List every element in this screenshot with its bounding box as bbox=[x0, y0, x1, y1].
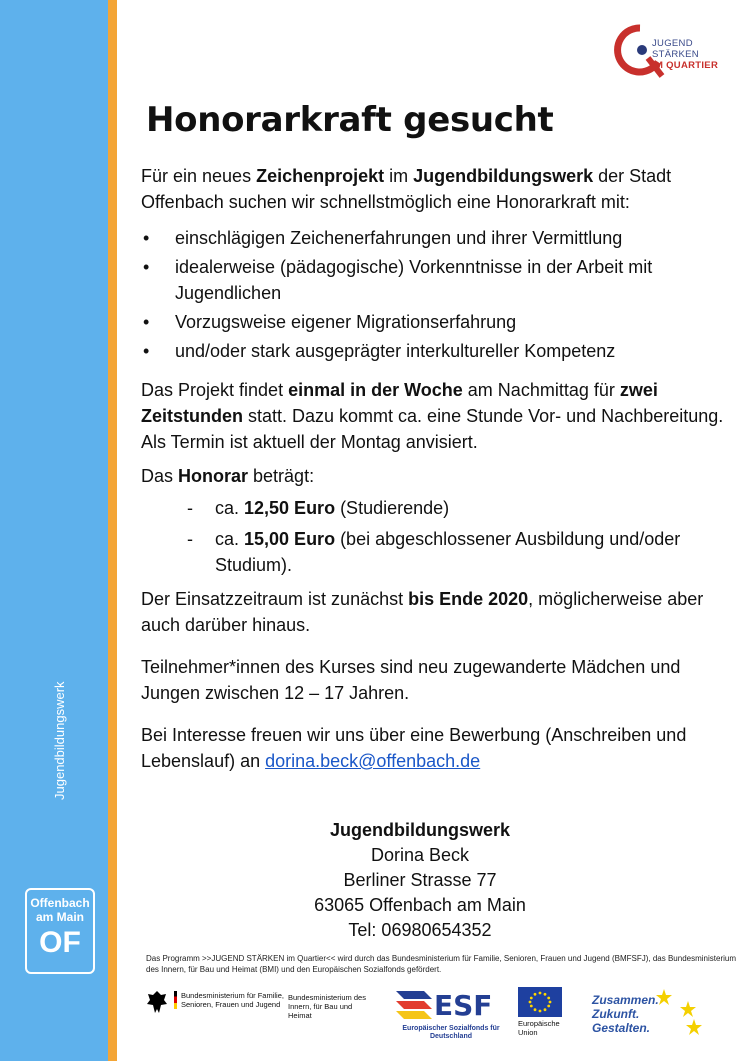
requirements-list bbox=[141, 225, 741, 364]
participants-paragraph: Teilnehmer*innen des Kurses sind neu zugewanderte Mädchen und Jungen zwischen 12 – 17 Jahren. bbox=[141, 657, 681, 703]
requirement-text: idealerweise (pädagogische) Vorkenntnisse in der Arbeit mit Jugendlichen bbox=[175, 257, 653, 303]
bmfsfj-text: Bundesministerium für Familie, Senioren, Frauen und Jugend bbox=[174, 991, 291, 1009]
dash-icon: - bbox=[187, 498, 193, 518]
intro-text-3: der Stadt Offenbach suchen wir schnellstmöglich eine Honorarkraft mit: bbox=[141, 166, 672, 212]
fee-amount: 15,00 Euro bbox=[244, 529, 336, 549]
list-item bbox=[141, 225, 741, 251]
project-text-2: am Nachmittag für bbox=[462, 380, 620, 400]
signature-name: Dorina Beck bbox=[370, 845, 470, 865]
intro-text-2: im bbox=[384, 166, 414, 186]
project-bold-1: einmal in der Woche bbox=[288, 380, 463, 400]
signature-street: Berliner Strasse 77 bbox=[343, 870, 497, 890]
esf-title: ESF bbox=[434, 989, 493, 1022]
contact-paragraph bbox=[141, 722, 741, 774]
period-bold-1: bis Ende 2020 bbox=[408, 589, 529, 609]
project-text-1: Das Projekt findet bbox=[141, 380, 289, 400]
intro-text-1: Für ein neues bbox=[141, 166, 257, 186]
esf-subtitle: Europäischer Sozialfonds für Deutschland bbox=[402, 1025, 500, 1040]
esf-arrows-icon bbox=[394, 987, 434, 1023]
period-text-1: Der Einsatzzeitraum ist zunächst bbox=[141, 589, 409, 609]
bullet-icon: • bbox=[143, 228, 150, 248]
logo-line2: STÄRKEN bbox=[652, 49, 699, 60]
sidebar-vertical-text: Jugendbildungswerk bbox=[52, 681, 67, 800]
funding-note: Das Programm >>JUGEND STÄRKEN im Quartier<< wird durch das Bundesministerium für Familie, Senioren, Frauen und Jugend (BMFSFJ), das Bundesministerium des Innern, für Bau und Heimat (BMI) und den Europäischen Sozialfonds gefördert. bbox=[146, 954, 736, 974]
project-bold-2: zwei Zeitstunden bbox=[141, 380, 658, 426]
jugend-staerken-logo bbox=[612, 22, 742, 92]
signature-org: Jugendbildungswerk bbox=[329, 820, 511, 840]
main-content bbox=[141, 163, 741, 774]
logo-line1: JUGEND bbox=[652, 38, 693, 49]
orange-stripe bbox=[108, 0, 117, 1061]
eu-flag-icon bbox=[518, 987, 562, 1017]
sponsor-logos bbox=[146, 985, 746, 1045]
dash-icon: - bbox=[187, 529, 193, 549]
bullet-icon: • bbox=[143, 341, 150, 361]
intro-bold-1: Zeichenprojekt bbox=[256, 166, 385, 186]
offenbach-logo-line2: am Main bbox=[35, 910, 84, 924]
fee-bold-1: Honorar bbox=[178, 466, 249, 486]
eu-caption: Europäische Union bbox=[518, 1019, 560, 1037]
requirement-text: Vorzugsweise eigener Migrationserfahrung bbox=[175, 312, 517, 332]
offenbach-logo-line1: Offenbach bbox=[30, 896, 90, 910]
list-item bbox=[141, 309, 741, 335]
zzg-line2: Zukunft. bbox=[592, 1007, 640, 1021]
eu-logo bbox=[518, 987, 564, 1037]
signature-tel: Tel: 06980654352 bbox=[348, 920, 492, 940]
intro-bold-2: Jugendbildungswerk bbox=[413, 166, 594, 186]
period-text-2: , möglicherweise aber auch darüber hinaus. bbox=[141, 589, 704, 635]
fee-pre: ca. bbox=[215, 498, 245, 518]
logo-line3: IM QUARTIER bbox=[652, 60, 719, 71]
zusammen-logo bbox=[592, 993, 659, 1035]
signature-city: 63065 Offenbach am Main bbox=[314, 895, 526, 915]
eu-stars-icon bbox=[518, 987, 562, 1017]
zzg-line1: Zusammen. bbox=[592, 993, 659, 1007]
fee-note: (bei abgeschlossener Ausbildung und/oder Studium). bbox=[215, 529, 681, 575]
fee-text-1: Das bbox=[141, 466, 179, 486]
fee-note: (Studierende) bbox=[335, 498, 450, 518]
fee-amount: 12,50 Euro bbox=[244, 498, 336, 518]
bullet-icon: • bbox=[143, 257, 150, 277]
zzg-line3: Gestalten. bbox=[592, 1021, 651, 1035]
period-paragraph bbox=[141, 586, 741, 638]
project-paragraph bbox=[141, 377, 741, 455]
bullet-icon: • bbox=[143, 312, 150, 332]
fee-text-2: beträgt: bbox=[248, 466, 315, 486]
signature-block bbox=[260, 818, 580, 943]
fee-paragraph bbox=[141, 463, 741, 489]
offenbach-logo bbox=[25, 888, 95, 974]
federal-eagle-icon bbox=[146, 989, 168, 1015]
list-item bbox=[141, 526, 741, 578]
requirement-text: und/oder stark ausgeprägter interkultureller Kompetenz bbox=[175, 341, 616, 361]
stars-icon bbox=[654, 987, 704, 1037]
list-item bbox=[141, 254, 741, 306]
offenbach-logo-abbrev: OF bbox=[39, 926, 81, 959]
list-item bbox=[141, 338, 741, 364]
requirement-text: einschlägigen Zeichenerfahrungen und ihrer Vermittlung bbox=[175, 228, 623, 248]
contact-text: Bei Interesse freuen wir uns über eine Bewerbung (Anschreiben und Lebenslauf) an bbox=[141, 725, 687, 771]
intro-paragraph bbox=[141, 163, 741, 215]
bmi-text: Bundesministerium des Innern, für Bau und Heimat bbox=[288, 993, 366, 1020]
fee-list bbox=[141, 495, 741, 578]
logo-text bbox=[652, 38, 718, 71]
project-text-3: statt. Dazu kommt ca. eine Stunde Vor- und Nachbereitung. Als Termin ist aktuell der Montag anvisiert. bbox=[141, 406, 724, 452]
fee-pre: ca. bbox=[215, 529, 245, 549]
page-title: Honorarkraft gesucht bbox=[146, 100, 554, 140]
list-item bbox=[141, 495, 741, 521]
email-link[interactable]: dorina.beck@offenbach.de bbox=[265, 751, 481, 771]
